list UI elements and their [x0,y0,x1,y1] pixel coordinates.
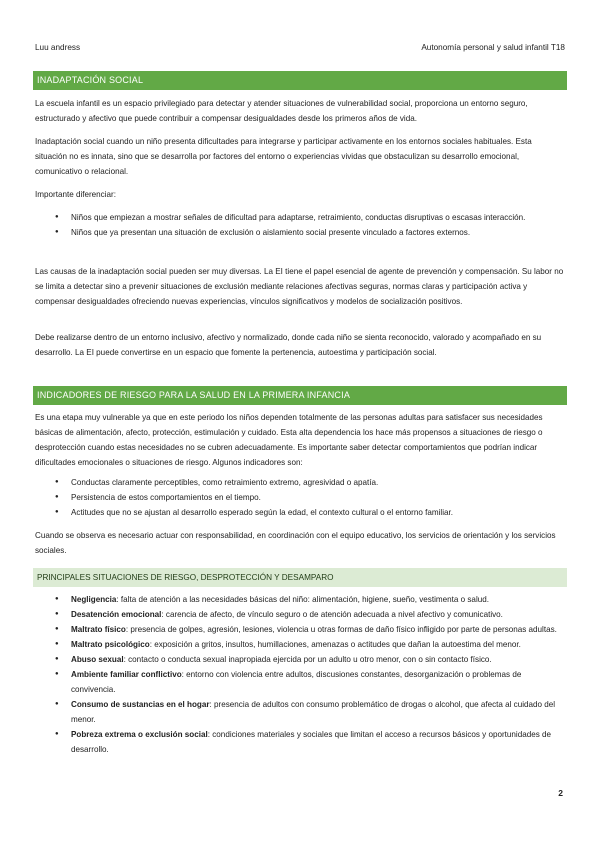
item-lead: Desatención emocional [71,610,162,619]
list-item: ● Niños que ya presentan una situación de exclusión o aislamiento social presente vinculado a factores externos. [35,225,565,240]
paragraph: La escuela infantil es un espacio privilegiado para detectar y atender situaciones de vulnerabilidad social, proporciona un entorno seguro, estructurado y afectivo que puede contribuir a compensar desigualdades desde los primeros años de vida. [35,99,528,123]
paragraph: Inadaptación social cuando un niño presenta dificultades para integrarse y participar activamente en los entornos sociales habituales. Esta situación no es innata, sino que se desarrolla por factores del entorno o experiencias vividas que obstaculizan su desarrollo emocional, comunicativo o relacional. [35,137,532,176]
list-item [35,607,565,622]
bullet-list [35,475,565,520]
item-text: : condiciones materiales y sociales que limitan el acceso a recursos básicos y oportunidades de desarrollo. [71,730,552,754]
item-text: : exposición a gritos, insultos, humillaciones, amenazas o actitudes que dañan la autoestima del menor. [149,640,521,649]
paragraph: Las causas de la inadaptación social pueden ser muy diversas. La EI tiene el papel esencial de agente de prevención y compensación. Su labor no se limita a detectar sino a prevenir situaciones de exclusión mediante relaciones afectivas seguras, normas claras y participación activa y compensar desigualdades ofreciendo nuevas experiencias, vínculos significativos y modelos de socialización positivos. [35,267,564,306]
bullet-list [35,210,565,240]
paragraph: Importante diferenciar: [35,190,116,199]
list-item: ● Actitudes que no se ajustan al desarrollo esperado según la edad, el contexto cultural o el entorno familiar. [35,505,565,520]
list-item [35,637,565,652]
subsection-heading-situaciones: PRINCIPALES SITUACIONES DE RIESGO, DESPROTECCIÓN Y DESAMPARO [33,568,567,587]
item-lead: Maltrato físico [71,625,126,634]
list-item [35,652,565,667]
list-item [35,667,565,697]
page-header [35,40,565,54]
item-text: : contacto o conducta sexual inapropiada ejercida por un adulto u otro menor, con o sin contacto físico. [123,655,492,664]
list-item: ● Persistencia de estos comportamientos en el tiempo. [35,490,565,505]
list-item [35,592,565,607]
section-heading-indicadores: INDICADORES DE RIESGO PARA LA SALUD EN LA PRIMERA INFANCIA [33,386,567,405]
paragraph: Debe realizarse dentro de un entorno inclusivo, afectivo y normalizado, donde cada niño se sienta reconocido, valorado y acompañado en su desarrollo. La EI puede convertirse en un espacio que fomente la pertenencia, autoestima y participación social. [35,333,542,357]
item-text: : entorno con violencia entre adultos, discusiones constantes, desorganización o problemas de convivencia. [71,670,522,694]
header-author: Luu andress [35,43,81,52]
list-item: ● Conductas claramente perceptibles, como retraimiento extremo, agresividad o apatía. [35,475,565,490]
item-lead: Negligencia [71,595,117,604]
list-item: ● Niños que empiezan a mostrar señales de dificultad para adaptarse, retraimiento, conductas disruptivas o escasas interacción. [35,210,565,225]
item-lead: Pobreza extrema o exclusión social [71,730,208,739]
paragraph: Es una etapa muy vulnerable ya que en este periodo los niños dependen totalmente de las personas adultas para satisfacer sus necesidades básicas de alimentación, afecto, protección, estimulación y cuidado. Esta alta dependencia los hace más propensos a situaciones de riesgo o desprotección cuando estas necesidades no se cubren adecuadamente. Es importante saber detectar comportamientos que podrían indicar dificultades emocionales o situaciones de riesgo. Algunos indicadores son: [35,413,543,467]
item-text: : falta de atención a las necesidades básicas del niño: alimentación, higiene, sueño, vestimenta o salud. [116,595,489,604]
list-item [35,697,565,727]
page-number: 2 [558,788,563,798]
document-page [35,0,565,848]
item-lead: Abuso sexual [71,655,124,664]
item-text: : presencia de golpes, agresión, lesiones, violencia u otras formas de daño físico infligido por parte de personas adultas. [125,625,557,634]
item-lead: Ambiente familiar conflictivo [71,670,182,679]
item-lead: Consumo de sustancias en el hogar [71,700,210,709]
paragraph: Cuando se observa es necesario actuar con responsabilidad, en coordinación con el equipo educativo, los servicios de orientación y los servicios sociales. [35,531,556,555]
item-text: : carencia de afecto, de vínculo seguro o de atención adecuada a nivel afectivo y comunicativo. [161,610,503,619]
header-subject: Autonomía personal y salud infantil T18 [421,43,565,52]
list-item [35,622,565,637]
list-item [35,727,565,757]
bullet-list-risks [35,592,565,757]
item-lead: Maltrato psicológico [71,640,150,649]
item-text: : presencia de adultos con consumo problemático de drogas o alcohol, que afecta al cuidado del menor. [71,700,556,724]
section-heading-inadaptacion: INADAPTACIÓN SOCIAL [33,71,567,90]
